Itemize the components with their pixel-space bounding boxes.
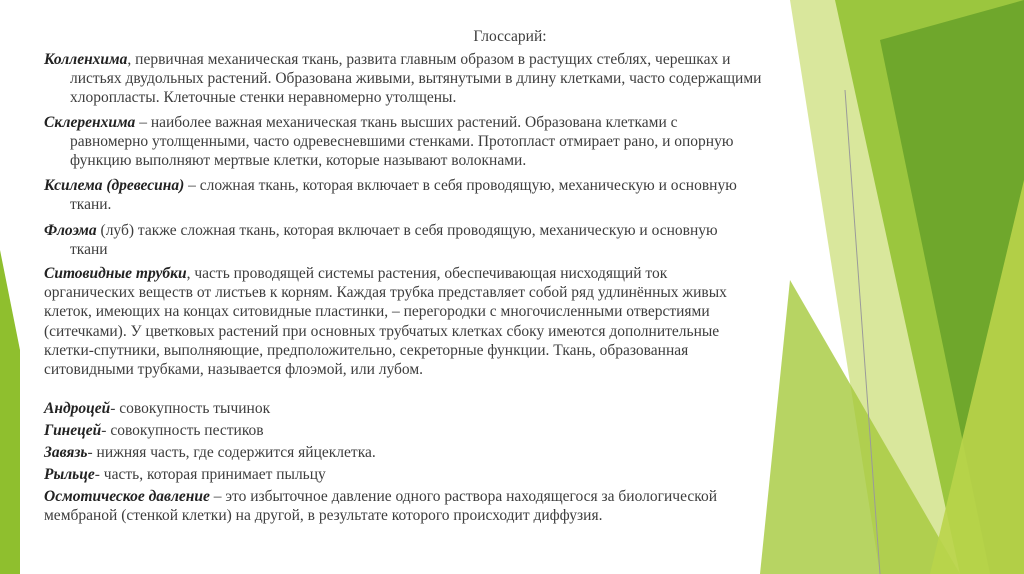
term-osmotic-pressure: Осмотическое давление <box>44 488 210 505</box>
entry-gynoecium: Гинецей- совокупность пестиков <box>44 422 264 439</box>
term-sieve-tubes: Ситовидные трубки <box>44 265 187 282</box>
entry-sclerenchyma: Склеренхима – наиболее важная механическая ткань высших растений. Образована клетками с равномерно утолщенными, часто одревесневшими стенками. Протопласт отмирает рано, и опорную функцию выполняют мертвые клетки, которые называют волокнами. <box>44 114 734 170</box>
term-xylem: Ксилема (древесина) <box>44 177 185 194</box>
entry-phloem: Флоэма (луб) также сложная ткань, которая включает в себя проводящую, механическую и основную ткани <box>44 222 718 259</box>
glossary-title: Глоссарий: <box>473 28 547 45</box>
entry-ovary: Завязь- нижняя часть, где содержится яйцеклетка. <box>44 444 376 461</box>
entry-androecium: Андроцей- совокупность тычинок <box>44 400 271 417</box>
term-ovary: Завязь <box>44 444 88 461</box>
entry-collenchyma: Колленхима, первичная механическая ткань, развита главным образом в растущих стеблях, черешках и листьях двудольных растений. Образована живыми, вытянутыми в длину клетками, часто содержащими хлоропласты. Клеточные стенки неравномерно утолщены. <box>44 51 762 107</box>
entry-sieve-tubes: Ситовидные трубки, часть проводящей системы растения, обеспечивающая нисходящий ток органических веществ от листьев к корням. Каждая трубка представляет собой ряд удлинённых живых клеток, имеющих на концах ситовидные пластинки, – перегородки с многочисленными отверстиями (ситечками). У цветковых растений при основных трубчатых клетках сбоку имеются дополнительные клетки-спутники, выполняющие, предположительно, секреторные функции. Ткань, образованная ситовидными трубками, называется флоэмой, или лубом. <box>44 265 727 379</box>
term-stigma: Рыльце <box>44 466 95 483</box>
entry-xylem: Ксилема (древесина) – сложная ткань, которая включает в себя проводящую, механическую и основную ткани. <box>44 177 737 214</box>
entry-stigma: Рыльце- часть, которая принимает пыльцу <box>44 466 326 483</box>
term-gynoecium: Гинецей <box>44 422 102 439</box>
term-sclerenchyma: Склеренхима <box>44 114 136 131</box>
term-collenchyma: Колленхима <box>44 51 128 68</box>
entry-osmotic-pressure: Осмотическое давление – это избыточное давление одного раствора находящегося за биологической мембраной (стенкой клетки) на другой, в результате которого происходит диффузия. <box>44 488 718 525</box>
term-phloem: Флоэма <box>44 222 97 239</box>
term-androecium: Андроцей <box>44 400 111 417</box>
